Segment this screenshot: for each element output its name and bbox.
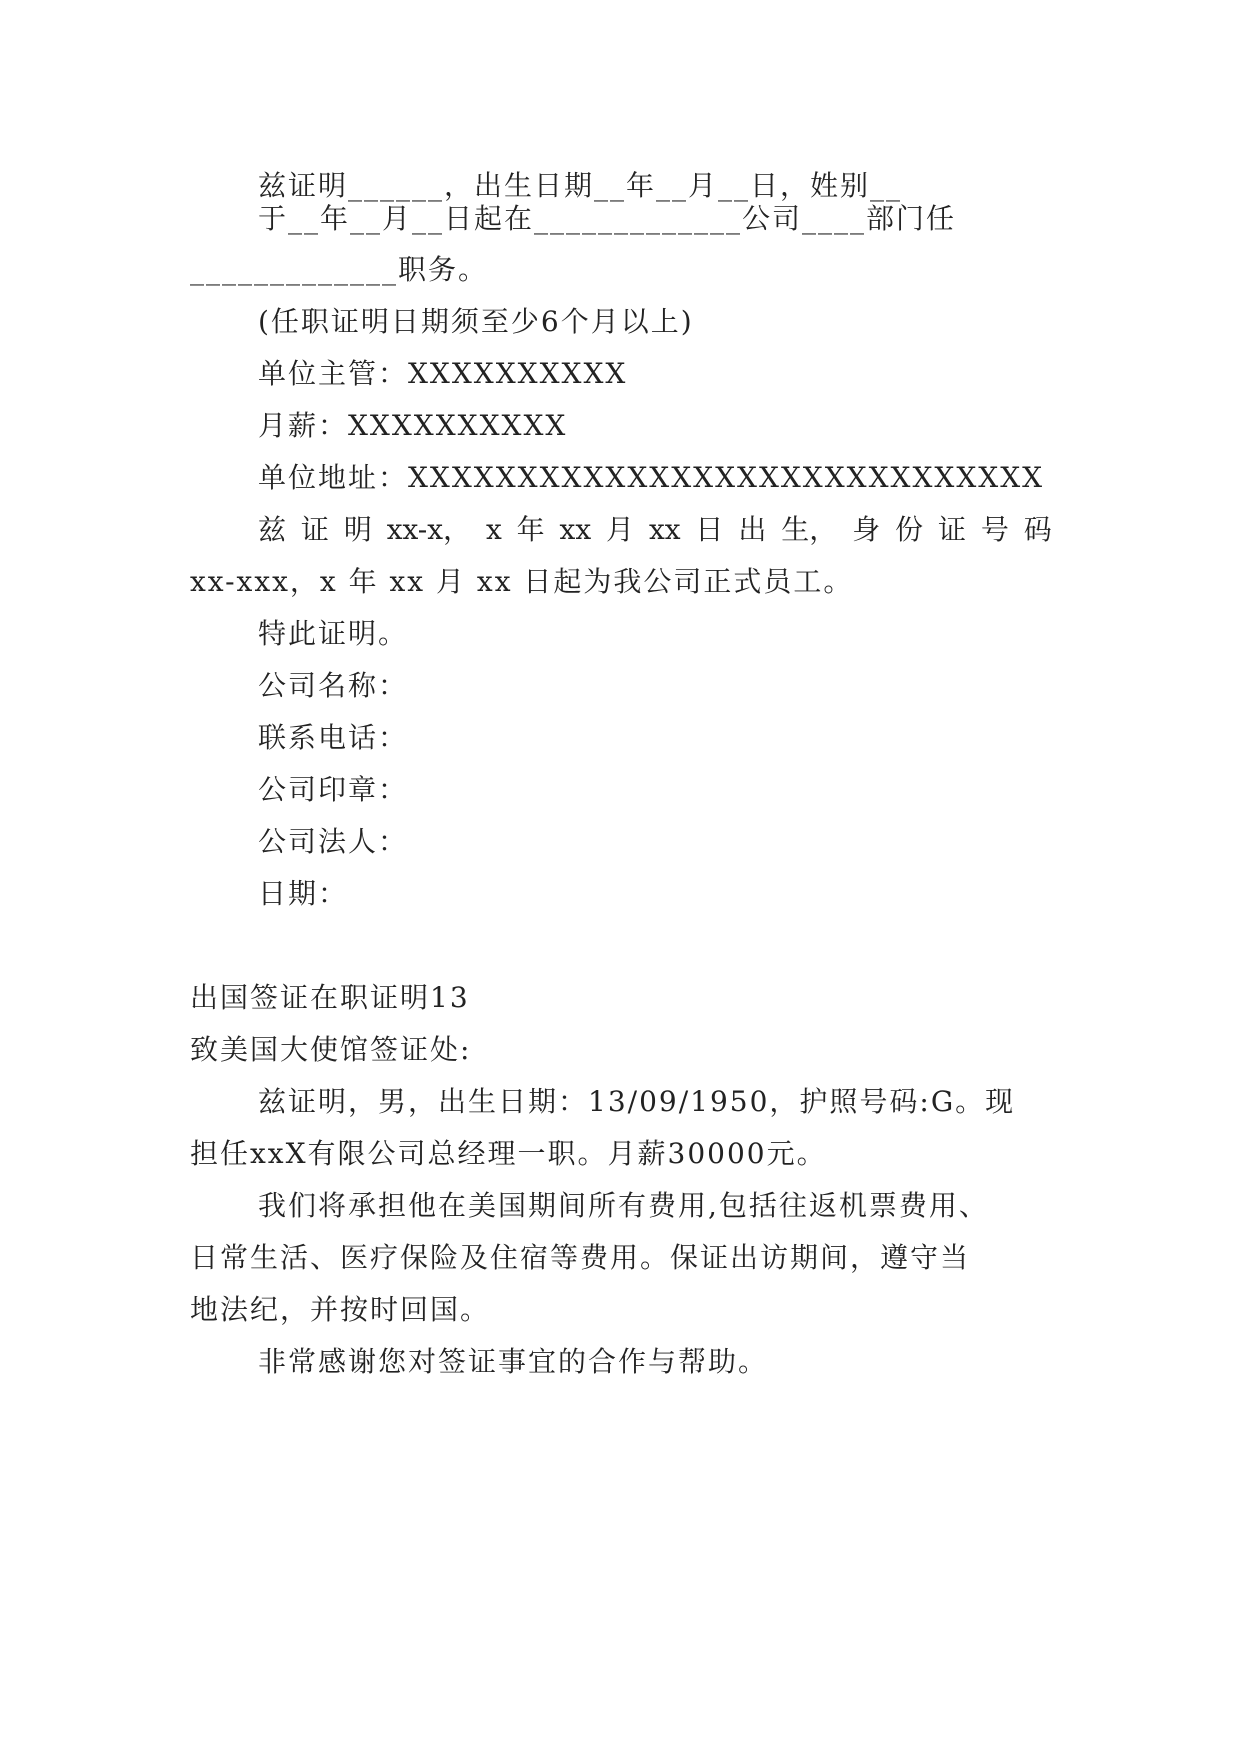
cert-word: 出 (738, 513, 767, 546)
supervisor-line: 单位主管：XXXXXXXXXX (258, 357, 628, 390)
cert-word: 码 (1023, 513, 1052, 546)
cert-word: xx (559, 513, 592, 546)
date-field: 日期： (258, 877, 349, 910)
cert-word: 证 (300, 513, 329, 546)
recipient-line: 致美国大使馆签证处: (190, 1033, 472, 1066)
cert-word: 号 (980, 513, 1009, 546)
address-line: 单位地址：XXXXXXXXXXXXXXXXXXXXXXXXXXXXX (258, 461, 1045, 494)
cert-word: 证 (937, 513, 966, 546)
visa-p2-line2: 日常生活、医疗保险及住宿等费用。保证出访期间，遵守当 (190, 1241, 971, 1274)
cert-word: xx (648, 513, 681, 546)
cert-word: xx-x， (386, 513, 472, 546)
salary-line: 月薪：XXXXXXXXXX (258, 409, 568, 442)
visa-p1-line1: 兹证明，男，出生日期：13/09/1950，护照号码:G。现 (258, 1085, 1016, 1118)
cert-word: 份 (895, 513, 924, 546)
contact-phone-field: 联系电话： (258, 721, 409, 754)
visa-p2-line3: 地法纪，并按时回国。 (190, 1293, 491, 1326)
visa-p2-line1: 我们将承担他在美国期间所有费用,包括往返机票费用、 (258, 1189, 989, 1222)
cert-line-name-birth: 兹证明______，出生日期__年__月__日，姓别__ (258, 169, 903, 202)
section-title: 出国签证在职证明13 (190, 981, 470, 1014)
cert-word: 生， (781, 513, 838, 546)
visa-p3: 非常感谢您对签证事宜的合作与帮助。 (258, 1345, 769, 1378)
cert-word: 身 (852, 513, 881, 546)
cert-word: 月 (606, 513, 635, 546)
cert-line-start-date: 于__年__月__日起在_____________公司____部门任 (258, 202, 957, 235)
company-name-field: 公司名称： (258, 669, 409, 702)
legal-rep-field: 公司法人： (258, 825, 409, 858)
cert-line-position: _____________职务。 (190, 253, 489, 286)
employee-cert-line2: xx-xxx，x 年 xx 月 xx 日起为我公司正式员工。 (190, 565, 854, 598)
cert-word: 兹 (258, 513, 287, 546)
hereby-certify: 特此证明。 (258, 617, 409, 650)
employee-cert-line1 (258, 512, 1052, 548)
cert-note: (任职证明日期须至少6个月以上) (258, 305, 694, 338)
cert-word: x (485, 513, 502, 546)
cert-word: 年 (516, 513, 545, 546)
cert-word: 日 (695, 513, 724, 546)
visa-p1-line2: 担任xxX有限公司总经理一职。月薪30000元。 (190, 1137, 827, 1170)
company-seal-field: 公司印章： (258, 773, 409, 806)
cert-word: 明 (343, 513, 372, 546)
